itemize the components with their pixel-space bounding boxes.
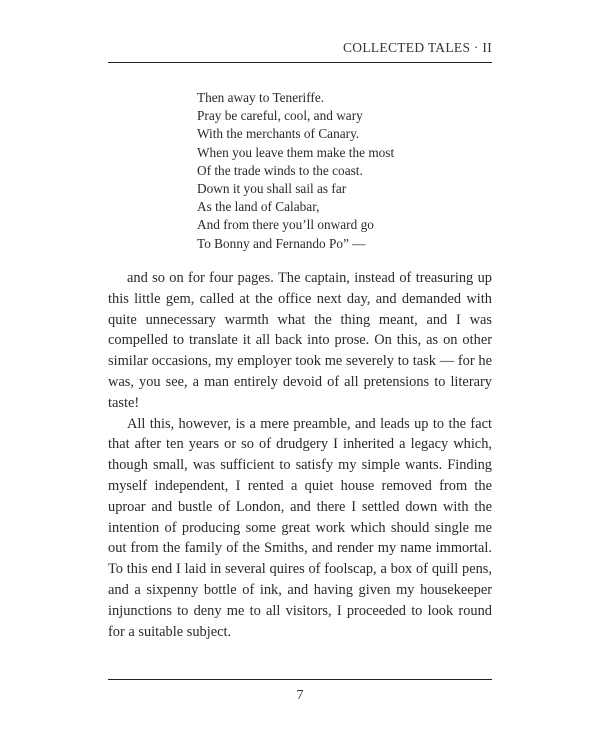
poem-line: As the land of Calabar, <box>197 199 320 215</box>
poem-line: To Bonny and Fernando Po” — <box>197 235 366 251</box>
paragraph-continuation: and so on for four pages. The captain, instead of treasuring up this little gem, called at the office next day, and demanded with quite unnecessary warmth what the thing meant, and I was compelled to translate it all back into prose. On this, as on other similar occasions, my employer took me severely to task — for he was, you see, a man entirely devoid of all pretensions to literary taste! <box>108 270 492 411</box>
poem-line: Pray be careful, cool, and wary <box>197 108 363 124</box>
running-head: COLLECTED TALES · II <box>342 40 492 55</box>
footer-rule <box>108 679 492 680</box>
poem-line: Down it you shall sail as far <box>197 181 347 197</box>
paragraph: All this, however, is a mere preamble, and leads up to the fact that after ten years or so of drudgery I inherited a legacy which, though small, was sufficient to satisfy my simple wants. Finding myself independent, I rented a quiet house removed from the uproar and bustle of London, and there I settled down with the intention of producing some great work which should single me out from the family of the Smiths, and render my name immortal. To this end I laid in several quires of foolscap, a box of quill pens, and a sixpenny bottle of ink, and having given my housekeeper injunctions to deny me to all visitors, I proceeded to look round for a suitable subject. <box>108 415 492 640</box>
poem-block <box>197 89 394 253</box>
poem-line: With the merchants of Canary. <box>197 126 360 142</box>
page-number: 7 <box>296 688 304 703</box>
poem-line: And from there you’ll onward go <box>197 217 374 233</box>
prose-body <box>108 268 492 642</box>
poem-line: Then away to Teneriffe. <box>197 90 325 105</box>
poem-line: When you leave them make the most <box>197 144 395 160</box>
header-rule <box>108 62 492 63</box>
poem-line: Of the trade winds to the coast. <box>197 162 363 178</box>
